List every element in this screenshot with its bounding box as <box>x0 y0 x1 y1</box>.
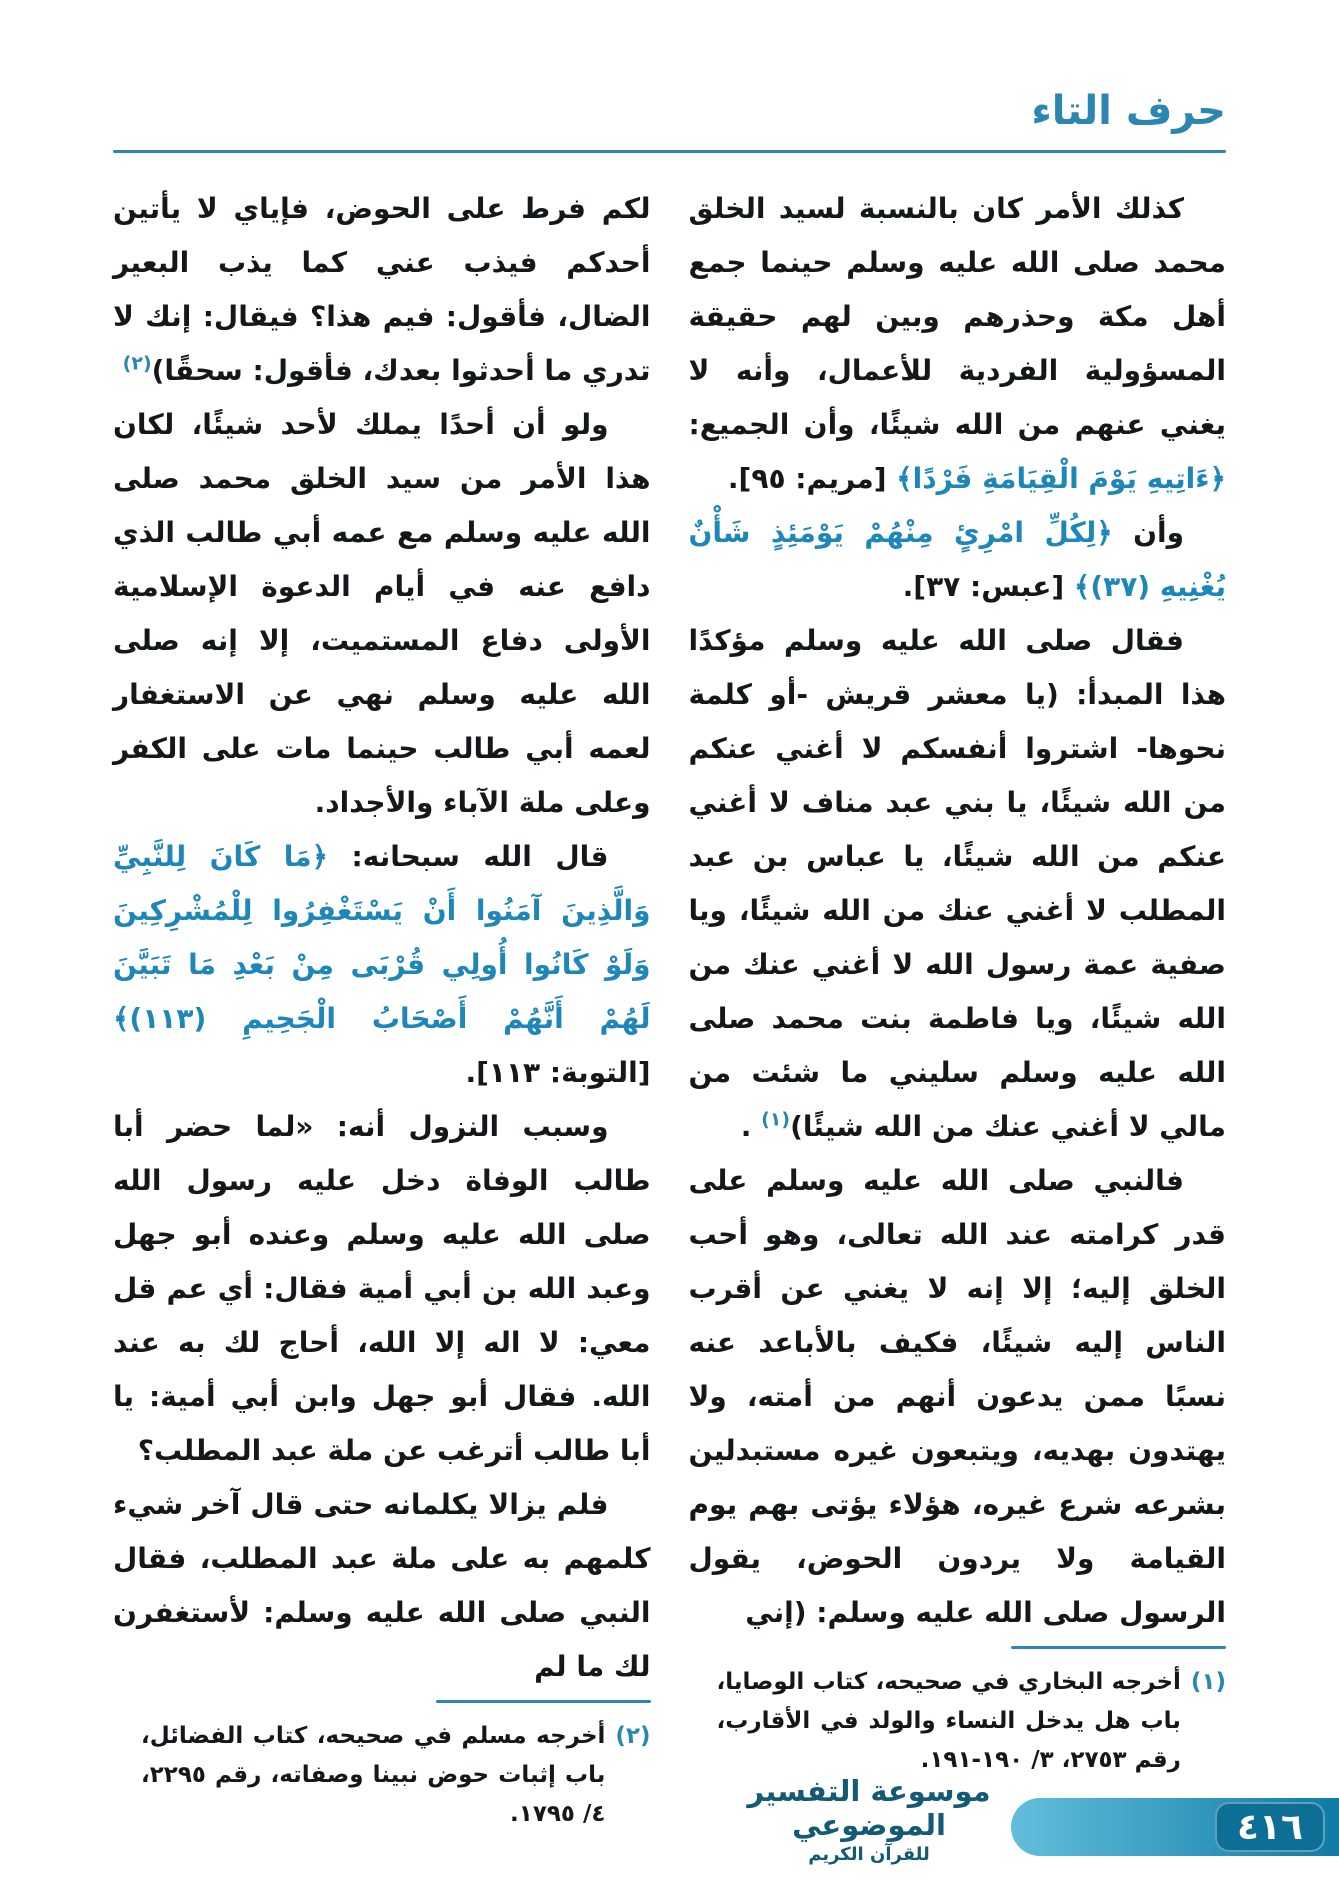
footnote-marker-ref: (٢) <box>122 352 152 375</box>
body-text: فالنبي صلى الله عليه وسلم على قدر كرامته عند الله تعالى، وهو أحب الخلق إليه؛ إلا إنه لا يغني عن أقرب الناس إليه شيئًا، فكيف بالأباعد عنه نسبًا ممن يدعون أنهم من أمته، ولا يهتدون بهديه، ويتبعون غيره مستبدلين بشرعه شرع غيره، هؤلاء يؤتى بهم يوم القيامة ولا يردون الحوض، يقول الرسول صلى الله عليه وسلم: (إني <box>688 1164 1226 1629</box>
publisher-logo <box>744 1774 994 1868</box>
footnote-text: أخرجه البخاري في صحيحه، كتاب الوصايا، باب هل يدخل النساء والولد في الأقارب، رقم ٢٧٥٣، ٣/ ١٩٠-١٩١. <box>716 1669 1181 1773</box>
header-divider <box>113 150 1226 153</box>
body-text: قال الله سبحانه: <box>328 840 609 873</box>
logo-subtitle: للقرآن الكريم <box>808 1844 930 1865</box>
page-number: ٤١٦ <box>1215 1802 1325 1852</box>
paragraph <box>113 1100 651 1478</box>
body-text: ولو أن أحدًا يملك لأحد شيئًا، لكان هذا الأمر من سيد الخلق محمد صلى الله عليه وسلم مع عمه أبي طالب الذي دافع عنه في أيام الدعوة الإسلامية الأولى دفاع المستميت، إلا إنه صلى الله عليه وسلم نهي عن الاستغفار لعمه أبي طالب حينما مات على الكفر وعلى ملة الآباء والأجداد. <box>113 408 651 819</box>
paragraph <box>689 506 1227 614</box>
body-text: فقال صلى الله عليه وسلم مؤكدًا هذا المبدأ: (يا معشر قريش -أو كلمة نحوها- اشتروا أنفسكم لا أغني عنكم من الله شيئًا، يا بني عبد مناف لا أغني عنكم من الله شيئًا، يا عباس بن عبد المطلب لا أغني عنك من الله شيئًا، ويا صفية عمة رسول الله لا أغني عنك من الله شيئًا، ويا فاطمة بنت محمد صلى الله عليه وسلم سليني ما شئت من مالي لا أغني عنك من الله شيئًا) <box>688 624 1226 1143</box>
column-right <box>688 182 1227 1773</box>
body-text: . <box>740 1110 762 1143</box>
footnote-number: (١) <box>1190 1669 1226 1695</box>
quran-verse: ﴿مَا كَانَ لِلنَّبِيِّ وَالَّذِينَ آمَنُوا أَنْ يَسْتَغْفِرُوا لِلْمُشْرِكِينَ وَلَوْ كَانُوا أُولِي قُرْبَى مِنْ بَعْدِ مَا تَبَيَّنَ لَهُمْ أَنَّهُمْ أَصْحَابُ الْجَحِيمِ (١١٣)﴾ <box>113 840 651 1035</box>
footnote-number: (٢) <box>615 1723 651 1749</box>
paragraph <box>113 830 651 1100</box>
logo-title: موسوعة التفسير الموضوعي <box>747 1774 991 1842</box>
footnote-block <box>113 1694 651 1834</box>
paragraph <box>689 614 1227 1154</box>
paragraph <box>113 398 651 830</box>
footnote-divider <box>436 1700 651 1703</box>
quran-verse: ﴿لِكُلِّ امْرِئٍ مِنْهُمْ يَوْمَئِذٍ شَأْنٌ يُغْنِيهِ (٣٧)﴾ <box>688 516 1226 603</box>
footnote-marker-ref: (١) <box>761 1108 791 1131</box>
footnote-text: أخرجه مسلم في صحيحه، كتاب الفضائل، باب إثبات حوض نبينا وصفاته، رقم ٢٢٩٥، ٤/ ١٧٩٥. <box>141 1723 606 1827</box>
paragraph <box>689 182 1227 506</box>
footnote-divider <box>1011 1646 1226 1649</box>
section-header-title: حرف التاء <box>1031 88 1226 134</box>
body-text: وأن <box>1112 516 1184 549</box>
paragraph <box>113 1478 651 1694</box>
footnote <box>689 1663 1227 1780</box>
body-text: وسبب النزول أنه: «لما حضر أبا طالب الوفاة دخل عليه رسول الله صلى الله عليه وسلم وعنده أبو جهل وعبد الله بن أبي أمية فقال: أي عم قل معي: لا اله إلا الله، أحاج لك به عند الله. فقال أبو جهل وابن أبي أمية: يا أبا طالب أترغب عن ملة عبد المطلب؟ <box>113 1110 651 1467</box>
verse-citation: [التوبة: ١١٣]. <box>465 1056 651 1089</box>
quran-verse: ﴿ءَاتِيهِ يَوْمَ الْقِيَامَةِ فَرْدًا﴾ <box>896 462 1226 495</box>
footnote <box>113 1717 651 1834</box>
paragraph <box>689 1154 1227 1640</box>
verse-citation: [عبس: ٣٧]. <box>902 570 1074 603</box>
footnote-block <box>689 1640 1227 1780</box>
body-text: فلم يزالا يكلمانه حتى قال آخر شيء كلمهم به على ملة عبد المطلب، فقال النبي صلى الله عليه وسلم: لأستغفرن لك ما لم <box>113 1488 651 1683</box>
column-left <box>113 182 651 1827</box>
body-text: كذلك الأمر كان بالنسبة لسيد الخلق محمد صلى الله عليه وسلم حينما جمع أهل مكة وحذرهم وبين لهم حقيقة المسؤولية الفردية للأعمال، وأنه لا يغني عنهم من الله شيئًا، وأن الجميع: <box>688 192 1226 441</box>
footer-band <box>1011 1798 1339 1856</box>
verse-citation: [مريم: ٩٥]. <box>727 462 897 495</box>
paragraph <box>113 182 651 398</box>
body-text: لكم فرط على الحوض، فإياي لا يأتين أحدكم فيذب عني كما يذب البعير الضال، فأقول: فيم هذا؟ فيقال: إنك لا تدري ما أحدثوا بعدك، فأقول: سحقًا) <box>113 192 651 387</box>
